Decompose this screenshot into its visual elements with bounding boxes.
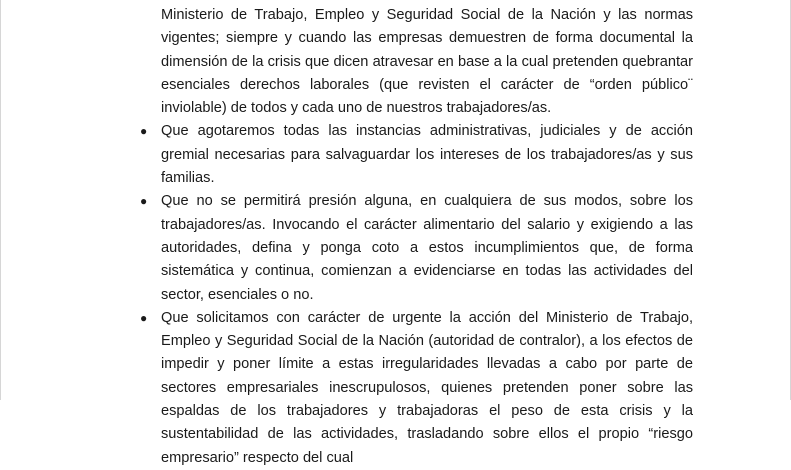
bullet-icon: ●: [140, 194, 148, 209]
bullet-icon: ●: [140, 124, 148, 139]
bullet-list: [140, 120, 693, 469]
list-item-text: Que no se permitirá presión alguna, en cualquiera de sus modos, sobre los trabajadores/as. Invocando el carácter alimentario del salario y exigiendo a las autoridades, defina y ponga coto a estos incumplimientos que, de forma sistemática y continua, comienzan a evidenciarse en todas las actividades del sector, esenciales o no.: [161, 193, 693, 303]
list-item-text: Que solicitamos con carácter de urgente la acción del Ministerio de Trabajo, Empleo y Seguridad Social de la Nación (autoridad de contralor), a los efectos de impedir y poner límite a estas irregularidades llevadas a cabo por parte de sectores empresariales inescrupulosos, quienes pretenden poner sobre las espaldas de los trabajadores y trabajadoras el peso de esta crisis y la sustentabilidad de las actividades, trasladando sobre ellos el propio “riesgo empresario” respecto del cual: [161, 309, 693, 466]
list-item: [140, 307, 693, 470]
document-body: [140, 4, 693, 470]
bullet-icon: ●: [140, 310, 148, 325]
continuation-paragraph: Ministerio de Trabajo, Empleo y Seguridad Social de la Nación y las normas vigentes; siempre y cuando las empresas demuestren de forma documental la dimensión de la crisis que dicen atravesar en base a la cual pretenden quebrantar esenciales derechos laborales (que revisten el carácter de “orden público¨ inviolable) de todos y cada uno de nuestros trabajadores/as.: [161, 7, 693, 117]
list-item: [140, 190, 693, 306]
list-item: [140, 120, 693, 190]
list-item-text: Que agotaremos todas las instancias administrativas, judiciales y de acción gremial necesarias para salvaguardar los intereses de los trabajadores/as y sus familias.: [161, 123, 693, 187]
